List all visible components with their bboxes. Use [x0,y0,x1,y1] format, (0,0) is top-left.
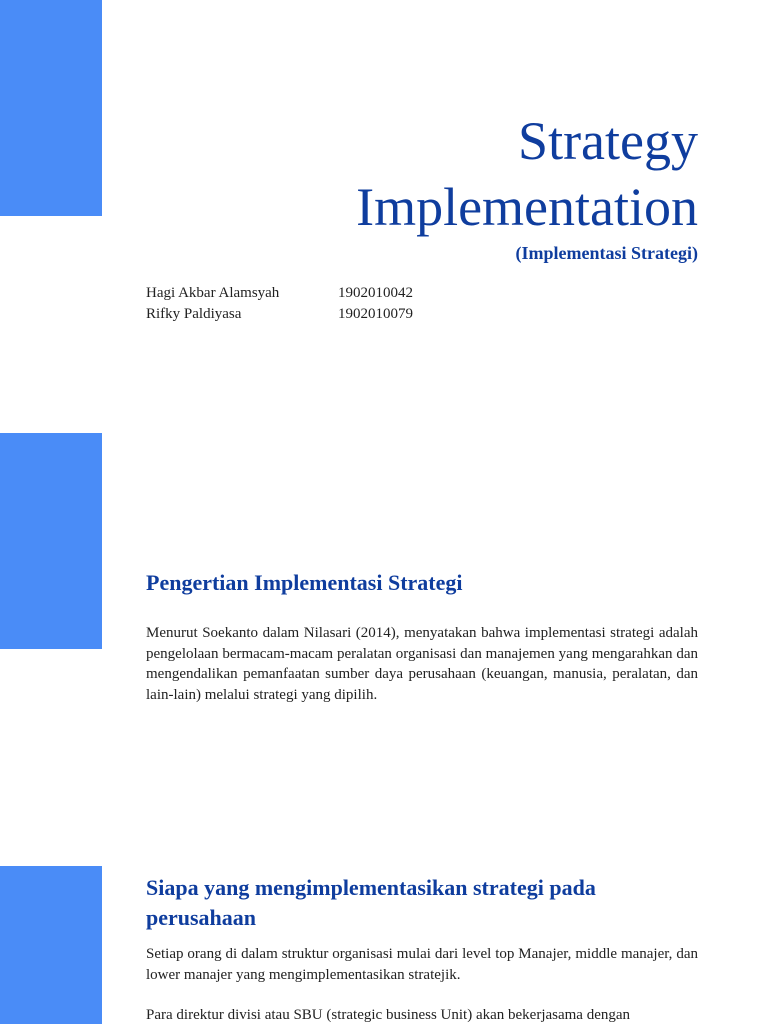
section-paragraph-directors: Para direktur divisi atau SBU (strategic business Unit) akan bekerjasama dengan [146,1007,631,1023]
accent-bar-middle [0,433,102,649]
author-list [146,283,413,325]
accent-bar-bottom [0,866,102,1024]
section-paragraph-definition: Menurut Soekanto dalam Nilasari (2014), menyatakan bahwa implementasi strategi adalah pengelolaan bermacam-macam peralatan organisasi dan manajemen yang mengarahkan dan mengendalikan pemanfaatan sumber daya perusahaan (keuangan, manusia, peralatan, dan lain-lain) melalui strategi yang dipilih. [146,625,698,703]
author-id: 1902010042 [338,285,413,301]
page-subtitle: (Implementasi Strategi) [515,243,698,263]
author-id: 1902010079 [338,306,413,322]
page-title [356,108,698,240]
accent-bar-top [0,0,102,216]
section-heading-definition: Pengertian Implementasi Strategi [146,570,463,595]
section-paragraph-who-implements: Setiap orang di dalam struktur organisasi mulai dari level top Manajer, middle manajer, dan lower manajer yang mengimplementasikan stratejik. [146,946,698,983]
author-row [146,283,413,304]
title-line-2: Implementation [356,177,698,237]
author-name: Rifky Paldiyasa [146,306,242,322]
title-line-1: Strategy [518,111,698,171]
author-name: Hagi Akbar Alamsyah [146,285,280,301]
section-heading-who-implements: Siapa yang mengimplementasikan strategi pada perusahaan [146,875,596,930]
author-row [146,304,413,325]
